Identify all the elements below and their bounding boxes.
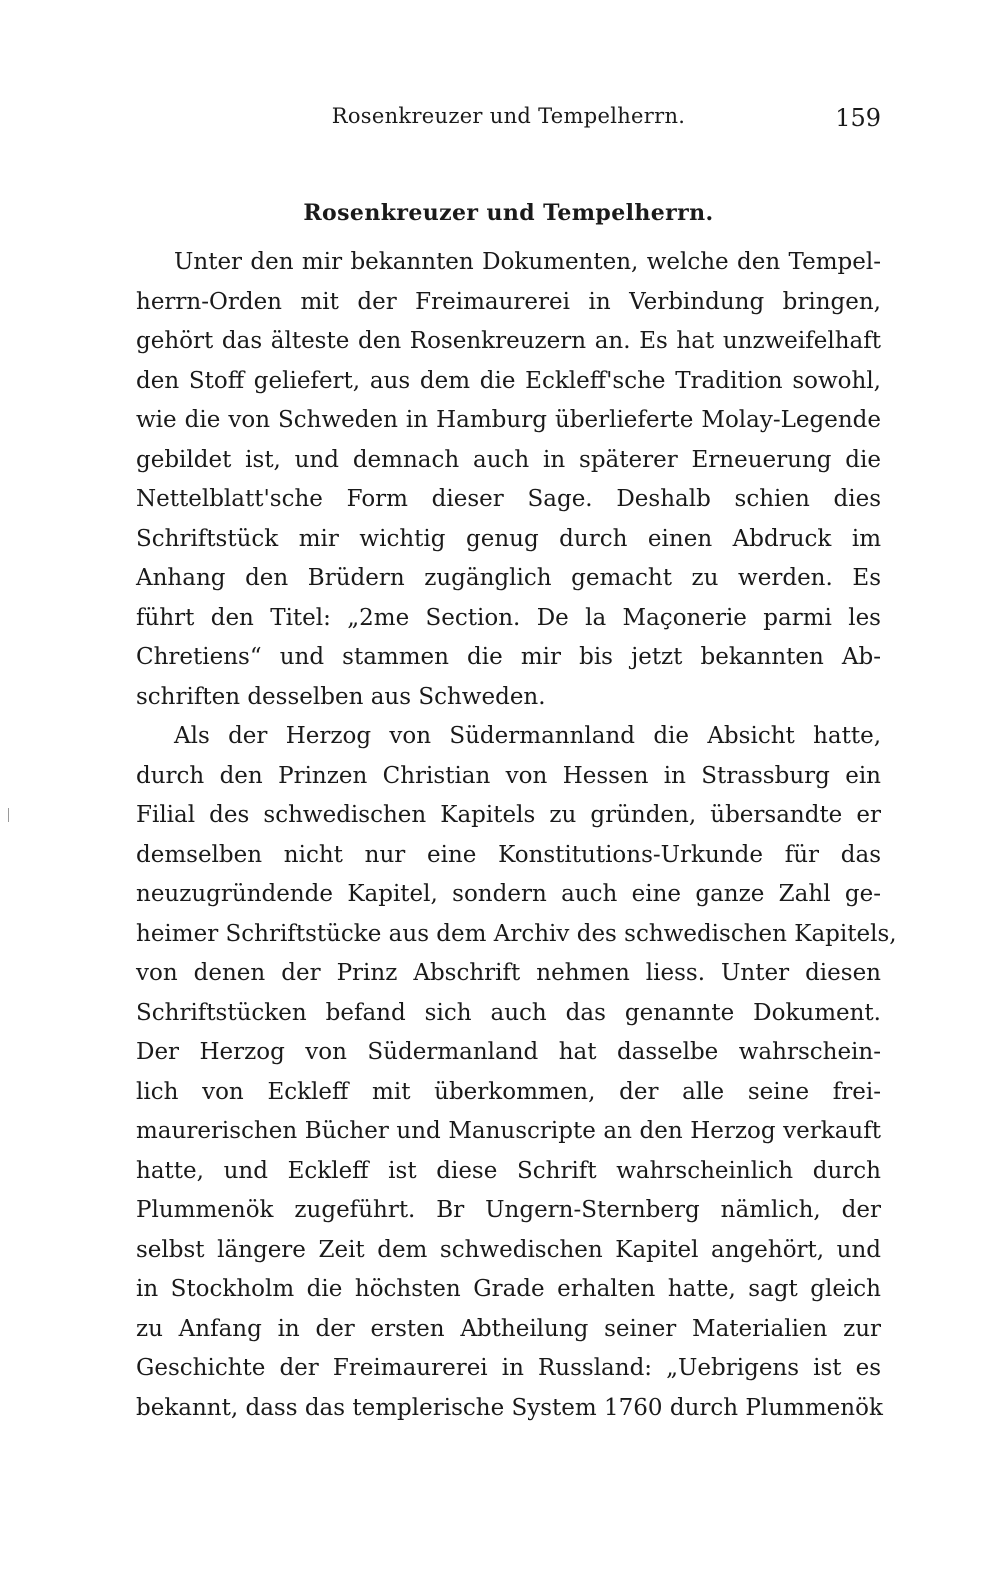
section-heading: Rosenkreuzer und Tempelherrn. [303,200,714,226]
text-line: bekannt, dass das templerische System 1760 durch Plummenök [136,1394,883,1421]
text-line: von denen der Prinz Abschrift nehmen liess. Unter diesen [136,960,881,986]
text-line: durch den Prinzen Christian von Hessen in Strassburg ein [136,762,881,789]
text-line: Geschichte der Freimaurerei in Russland: „Uebrigens ist es [136,1355,881,1381]
text-line: Unter den mir bekannten Dokumenten, welche den Tempel- [174,249,881,275]
text-line: führt den Titel: „2me Section. De la Maçonerie parmi les [136,604,881,631]
paragraph-1 [136,243,881,717]
text-line: Chretiens“ und stammen die mir bis jetzt bekannten Ab- [136,644,881,670]
text-line: Schriftstück mir wichtig genug durch einen Abdruck im [136,525,881,552]
text-line: hatte, und Eckleff ist diese Schrift wahrscheinlich durch [136,1157,881,1184]
text-line: herrn-Orden mit der Freimaurerei in Verbindung bringen, [136,288,881,315]
text-line: demselben nicht nur eine Konstitutions-Urkunde für das [136,841,881,868]
running-title: Rosenkreuzer und Tempelherrn. [331,104,686,128]
text-line: lich von Eckleff mit überkommen, der alle seine frei- [136,1078,881,1105]
text-line: neuzugründende Kapitel, sondern auch eine ganze Zahl ge- [136,881,881,907]
text-line: zu Anfang in der ersten Abtheilung seiner Materialien zur [136,1315,881,1342]
text-line: Der Herzog von Südermanland hat dasselbe wahrschein- [136,1039,881,1065]
text-line: Filial des schwedischen Kapitels zu gründen, übersandte er [136,802,881,828]
page-number: 159 [835,104,881,132]
text-line: Plummenök zugeführt. Br Ungern-Sternberg nämlich, der [136,1197,881,1223]
paragraph-2 [136,717,897,1428]
text-line: selbst längere Zeit dem schwedischen Kapitel angehört, und [136,1236,881,1263]
running-head [136,104,881,144]
text-line: Schriftstücken befand sich auch das genannte Dokument. [136,999,881,1026]
text-line: Nettelblatt'sche Form dieser Sage. Deshalb schien dies [136,486,881,512]
text-line: Anhang den Brüdern zugänglich gemacht zu werden. Es [136,565,881,591]
text-line: den Stoff geliefert, aus dem die Eckleff'sche Tradition sowohl, [136,367,881,394]
text-line: gebildet ist, und demnach auch in späterer Erneuerung die [136,446,881,473]
text-line: heimer Schriftstücke aus dem Archiv des schwedischen Kapitels, [136,920,897,947]
body-text [136,243,897,1428]
text-line: gehört das älteste den Rosenkreuzern an. Es hat unzweifelhaft [136,328,881,354]
margin-mark [8,808,9,822]
text-line: schriften desselben aus Schweden. [136,683,546,710]
text-line: Als der Herzog von Südermannland die Absicht hatte, [174,723,881,749]
text-line: in Stockholm die höchsten Grade erhalten hatte, sagt gleich [136,1276,881,1302]
text-line: wie die von Schweden in Hamburg überlieferte Molay-Legende [136,407,881,433]
text-line: maurerischen Bücher und Manuscripte an den Herzog verkauft [136,1118,881,1144]
